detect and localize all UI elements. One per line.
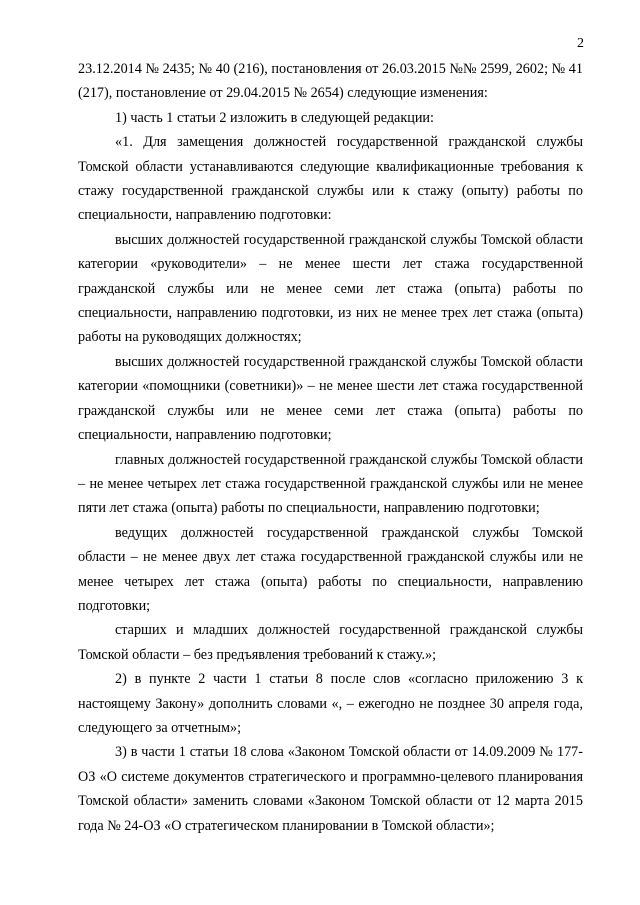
paragraph-main-positions: главных должностей государственной гражданской службы Томской области – не менее четырех лет стажа государственной гражданской службы или не менее пяти лет стажа (опыта) работы по специальности, направлению подготовки;	[78, 451, 583, 517]
paragraph-leading-positions: ведущих должностей государственной гражданской службы Томской области – не менее двух лет стажа государственной гражданской службы или не менее четырех лет стажа (опыта) работы по специальности, направлению подготовки;	[78, 524, 583, 614]
paragraph-item-3: 3) в части 1 статьи 18 слова «Законом Томской области от 14.09.2009 № 177-ОЗ «О системе документов стратегического и программно-целевого планирования Томской области» заменить словами «Законом Томской области от 12 марта 2015 года № 24-ОЗ «О стратегическом планировании в Томской области»;	[78, 744, 583, 834]
paragraph-item-1: 1) часть 1 статьи 2 изложить в следующей редакции:	[115, 109, 434, 126]
page-number: 2	[577, 36, 584, 51]
paragraph-senior-advisors: высших должностей государственной гражданской службы Томской области категории «помощники (советники)» – не менее шести лет стажа государственной гражданской службы или не менее семи лет стажа (опыта) работы по специальности, направлению подготовки;	[78, 353, 583, 444]
paragraph-quoted-part-1: «1. Для замещения должностей государственной гражданской службы Томской области устанавливаются следующие квалификационные требования к стажу государственной гражданской службы или к стажу (опыту) работы по специальности, направлению подготовки:	[78, 134, 583, 224]
paragraph-continuation: 23.12.2014 № 2435; № 40 (216), постановления от 26.03.2015 №№ 2599, 2602; № 41 (217), постановление от 29.04.2015 № 2654) следующие изменения:	[78, 61, 583, 102]
paragraph-junior-positions: старших и младших должностей государственной гражданской службы Томской области – без предъявления требований к стажу.»;	[78, 622, 583, 663]
paragraph-item-2: 2) в пункте 2 части 1 статьи 8 после слов «согласно приложению 3 к настоящему Закону» дополнить словами «, – ежегодно не позднее 30 апреля года, следующего за отчетным»;	[78, 671, 583, 736]
paragraph-senior-leaders: высших должностей государственной гражданской службы Томской области категории «руководители» – не менее шести лет стажа государственной гражданской службы или не менее семи лет стажа (опыта) работы по специальности, направлению подготовки, из них не менее трех лет стажа (опыта) работы на руководящих должностях;	[78, 231, 583, 346]
document-body	[78, 57, 583, 838]
